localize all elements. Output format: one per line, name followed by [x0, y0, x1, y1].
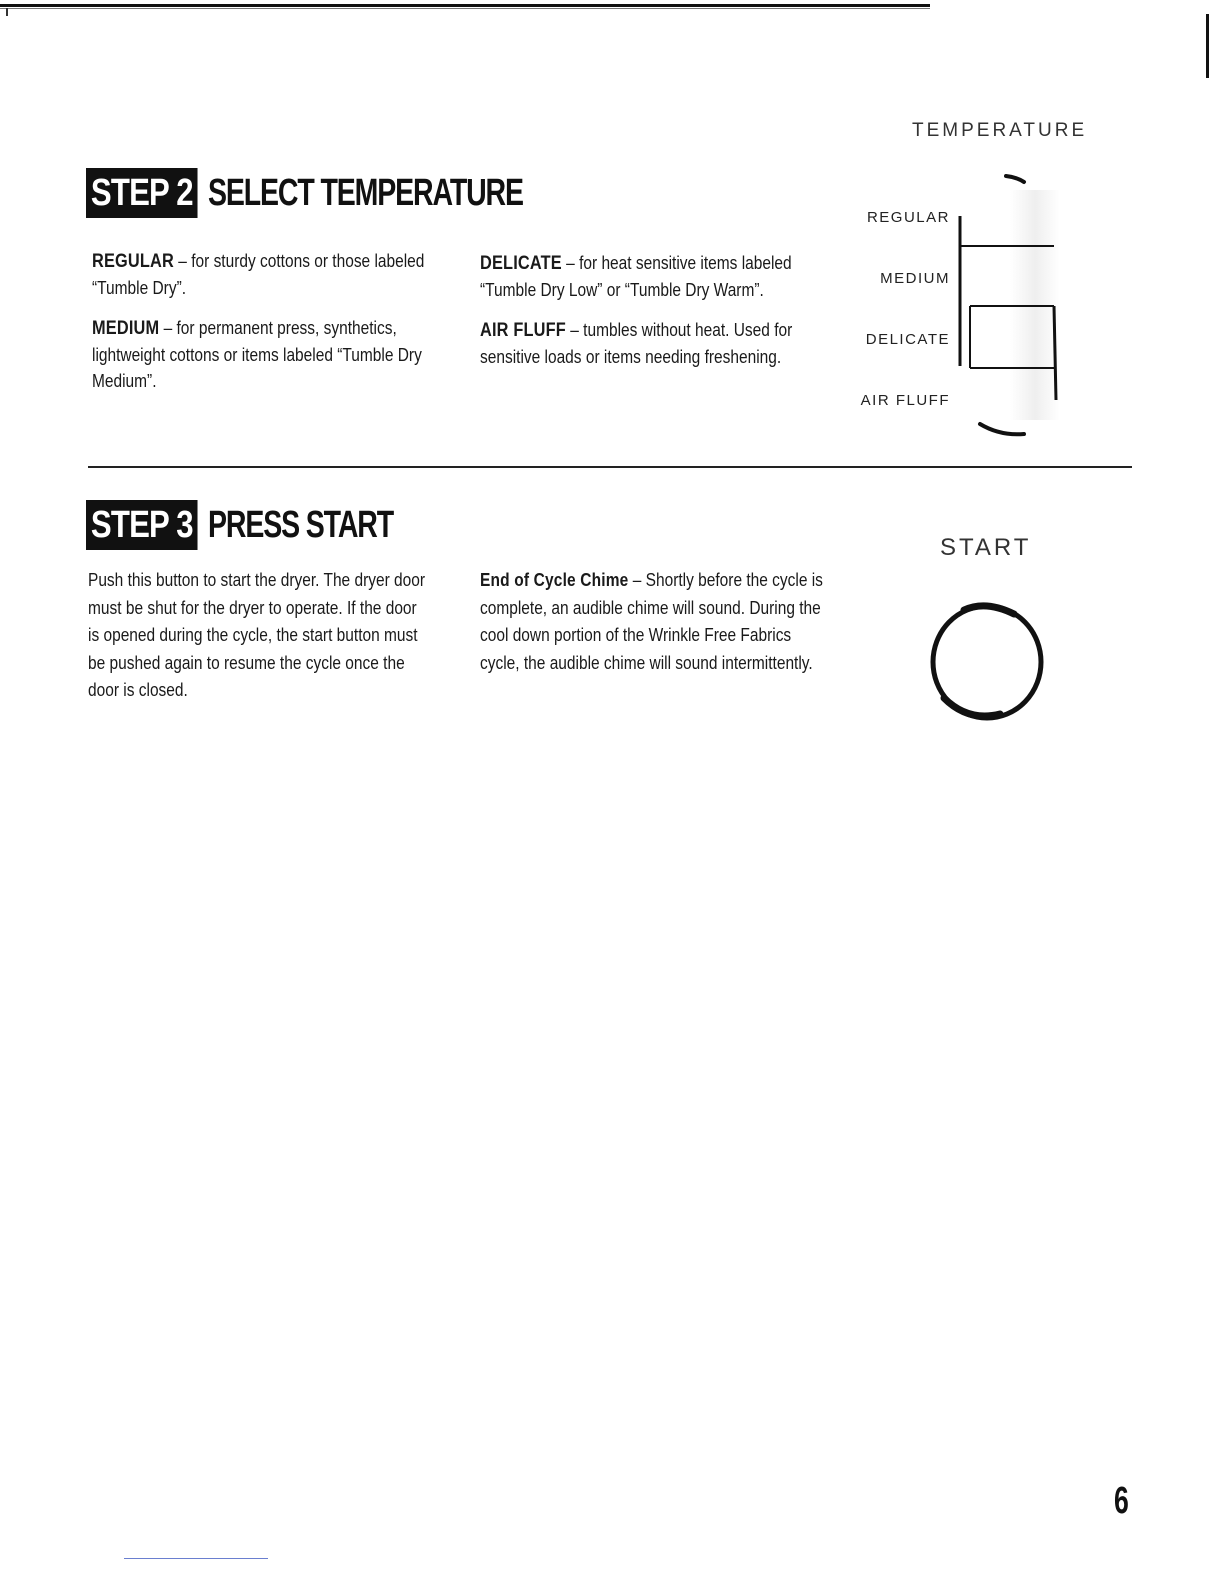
start-button-circle-icon[interactable] — [924, 596, 1050, 726]
step3-column-left — [88, 567, 428, 719]
medium-desc: – for permanent press, synthetics, lightweight cottons or items labeled “Tumble Dry Medium”. — [92, 318, 422, 391]
step2-column-left — [92, 248, 438, 408]
top-rule — [0, 4, 930, 7]
airfluff-paragraph — [480, 317, 830, 370]
chime-desc: – Shortly before the cycle is complete, an audible chime will sound. During the cool down portion of the Wrinkle Free Fabrics cycle, the audible chime will sound intermittently. — [480, 570, 823, 673]
step3-header — [86, 500, 455, 550]
medium-term: MEDIUM — [92, 318, 160, 339]
chime-paragraph — [480, 567, 830, 677]
start-paragraph — [88, 567, 428, 705]
regular-desc: – for sturdy cottons or those labeled “Tumble Dry”. — [92, 251, 425, 298]
page-number: 6 — [1114, 1480, 1129, 1522]
delicate-desc: – for heat sensitive items labeled “Tumble Dry Low” or “Tumble Dry Warm”. — [480, 253, 792, 300]
step3-badge: STEP 3 — [86, 500, 198, 550]
start-desc: Push this button to start the dryer. The dryer door must be shut for the dryer to operate. If the door is opened during the cycle, the start button must be pushed again to resume the cycle once the door is closed. — [88, 570, 426, 700]
step3-title: PRESS START — [208, 504, 394, 546]
step2-column-right — [480, 250, 830, 384]
temperature-selector-bracket-icon — [950, 168, 1070, 442]
temp-option-airfluff[interactable]: AIR FLUFF — [860, 392, 950, 409]
chime-term: End of Cycle Chime — [480, 570, 629, 590]
step2-title: SELECT TEMPERATURE — [208, 172, 524, 214]
step3-column-right — [480, 567, 830, 691]
delicate-term: DELICATE — [480, 253, 562, 274]
temp-option-medium[interactable]: MEDIUM — [880, 270, 950, 287]
step2-badge: STEP 2 — [86, 168, 198, 218]
top-rule-thin — [0, 8, 930, 9]
airfluff-term: AIR FLUFF — [480, 320, 566, 341]
delicate-paragraph — [480, 250, 830, 303]
corner-mark — [6, 8, 8, 16]
medium-paragraph — [92, 315, 438, 394]
regular-paragraph — [92, 248, 438, 301]
temp-option-delicate[interactable]: DELICATE — [865, 331, 950, 348]
section-divider — [88, 466, 1132, 468]
start-panel-title: START — [940, 534, 1032, 561]
right-edge-mark — [1206, 14, 1209, 78]
regular-term: REGULAR — [92, 251, 174, 272]
airfluff-desc: – tumbles without heat. Used for sensitive loads or items needing freshening. — [480, 320, 793, 367]
step2-header — [86, 168, 628, 218]
temp-option-regular[interactable]: REGULAR — [866, 209, 950, 226]
temperature-panel-title: TEMPERATURE — [912, 120, 1088, 141]
bottom-link-line — [124, 1558, 268, 1559]
